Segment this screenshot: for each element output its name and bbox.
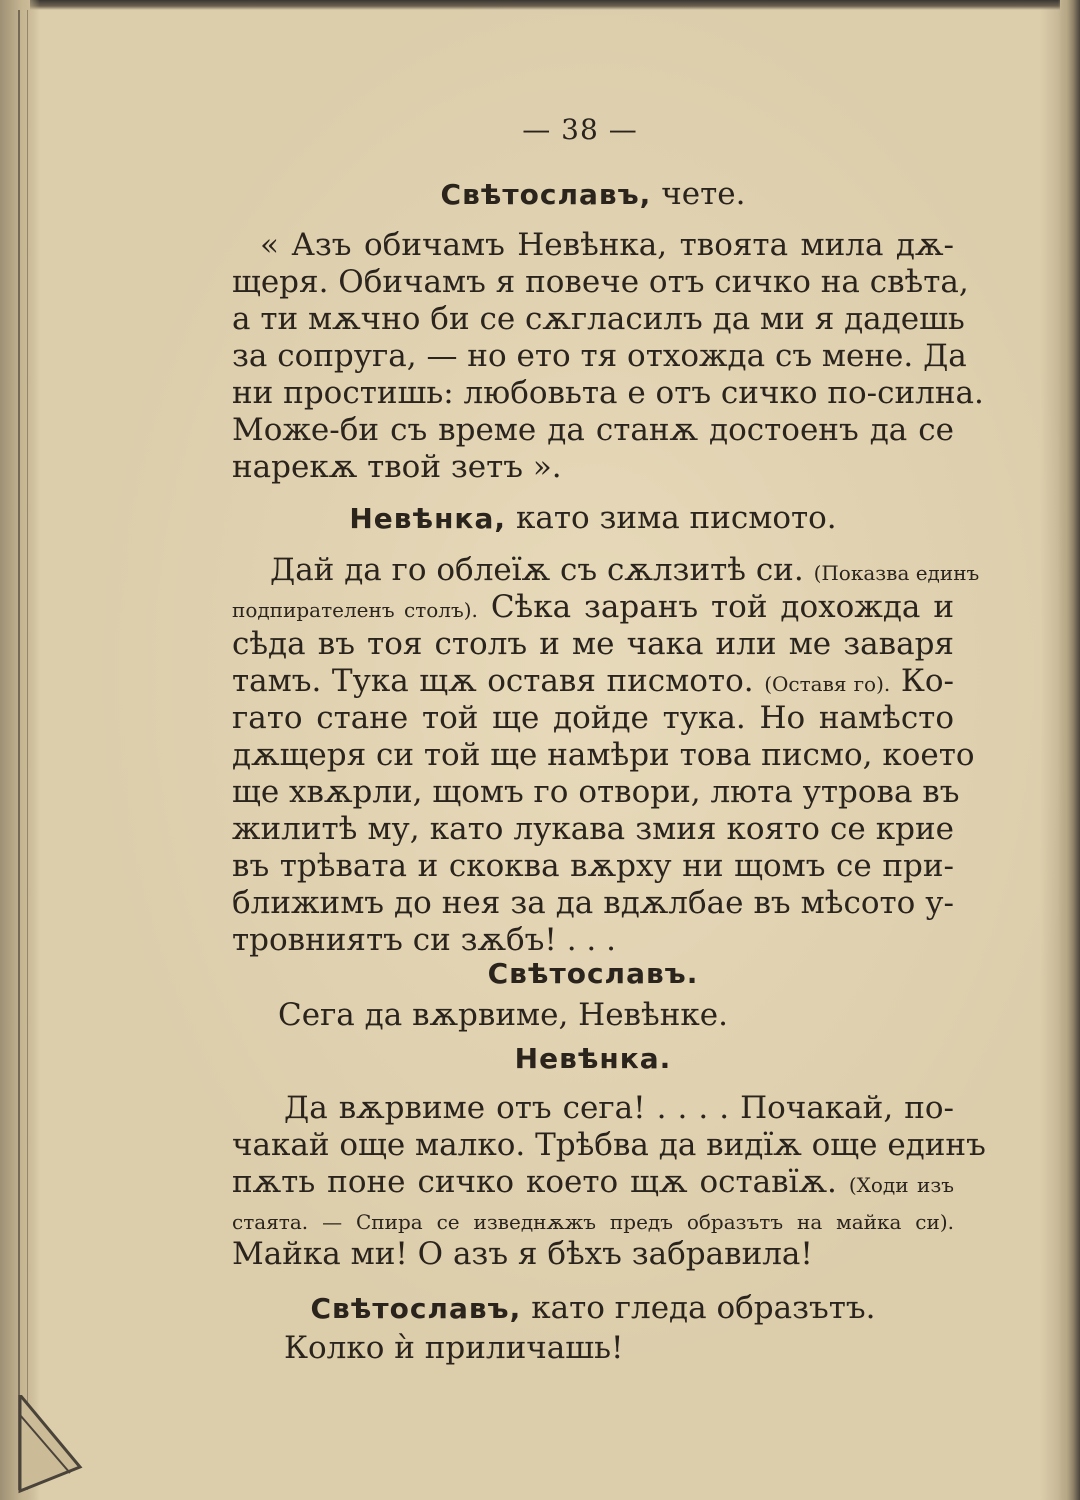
text-line: Майка ми! О азъ я бѣхъ забравила! xyxy=(232,1236,813,1272)
folded-corner xyxy=(14,1395,94,1495)
speaker-name: Невѣнка. xyxy=(514,1042,672,1075)
stage-direction: (Показва единъ xyxy=(813,561,980,585)
text-line: сѣда въ тоя столъ и ме чака или ме заваря xyxy=(232,626,954,662)
speech-text: пѫть поне сичко което щѫ оставїѫ. xyxy=(232,1164,837,1200)
text-line: дѫщеря си той ще намѣри това писмо, което xyxy=(232,737,975,773)
stage-direction: (Оставя го). xyxy=(764,672,891,696)
text-line: ближимъ до нея за да вдѫлбае въ мѣсото у- xyxy=(232,885,954,921)
page-number: — 38 — xyxy=(522,113,638,146)
speaker-name: Свѣтославъ, xyxy=(440,178,652,211)
stage-direction: (Ходи изъ xyxy=(848,1173,954,1197)
text-line: « Азъ обичамъ Невѣнка, твоята мила дѫ- xyxy=(260,227,954,263)
text-line xyxy=(232,663,954,702)
speaker-heading xyxy=(232,955,954,992)
text-line: гато стане той ще дойде тука. Но намѣсто xyxy=(232,700,954,736)
speaker-heading xyxy=(232,500,954,537)
gutter-line xyxy=(18,10,20,1490)
text-line: жилитѣ му, като лукава змия която се крие xyxy=(232,811,954,847)
stage-direction: чете. xyxy=(661,176,746,212)
stage-direction: като гледа образътъ. xyxy=(531,1290,876,1326)
speaker-heading xyxy=(232,176,954,213)
gutter-line xyxy=(27,10,28,1490)
text-line xyxy=(232,552,980,591)
stage-direction: подпирателенъ столъ). xyxy=(232,598,478,622)
text-line: ни простишь: любовьта е отъ сичко по-силна. xyxy=(232,375,984,411)
text-line: щеря. Обичамъ я повече отъ сичко на свѣта, xyxy=(232,264,969,300)
page-top-edge xyxy=(30,0,1060,10)
speaker-name: Свѣтославъ, xyxy=(310,1292,522,1325)
stage-direction: стаята. — Спира се изведнѫжъ предъ образътъ на майка си). xyxy=(232,1210,954,1234)
text-line: чакай още малко. Трѣбва да видїѫ още единъ xyxy=(232,1127,986,1163)
speech-text: Сѣка заранъ той дохожда и xyxy=(490,589,954,625)
text-line: а ти мѫчно би се сѫгласилъ да ми я дадешь xyxy=(232,301,965,337)
binding-gutter xyxy=(0,0,40,1500)
speaker-heading xyxy=(232,1040,954,1077)
text-line: въ трѣвата и скоква вѫрху ни щомъ се при- xyxy=(232,848,954,884)
text-line: Да вѫрвиме отъ сега! . . . . Почакай, по- xyxy=(284,1090,954,1126)
text-line: ще хвѫрли, щомъ го отвори, люта утрова въ xyxy=(232,774,960,810)
speaker-name: Свѣтославъ. xyxy=(487,957,699,990)
text-line: Сега да вѫрвиме, Невѣнке. xyxy=(278,997,728,1033)
speech-text: тамъ. Тука щѫ оставя писмото. xyxy=(232,663,754,699)
stage-direction: като зима писмото. xyxy=(515,500,837,536)
speech-text: Ко- xyxy=(900,663,954,699)
text-line: за сопруга, — но ето тя отхожда съ мене. Да xyxy=(232,338,967,374)
text-line: нарекѫ твой зетъ ». xyxy=(232,449,562,485)
text-line xyxy=(232,1201,954,1240)
text-line: Може-би съ време да станѫ достоенъ да се xyxy=(232,412,954,448)
speaker-heading xyxy=(232,1290,954,1327)
text-line: Колко ѝ приличашь! xyxy=(284,1330,624,1366)
text-line xyxy=(232,1164,954,1203)
speech-text: Дай да го облеїѫ съ сѫлзитѣ си. xyxy=(270,552,804,588)
text-line xyxy=(232,589,954,628)
page-right-edge xyxy=(1058,0,1080,1500)
text-line: тровниятъ си зѫбъ! . . . xyxy=(232,922,616,958)
speaker-name: Невѣнка, xyxy=(349,502,506,535)
